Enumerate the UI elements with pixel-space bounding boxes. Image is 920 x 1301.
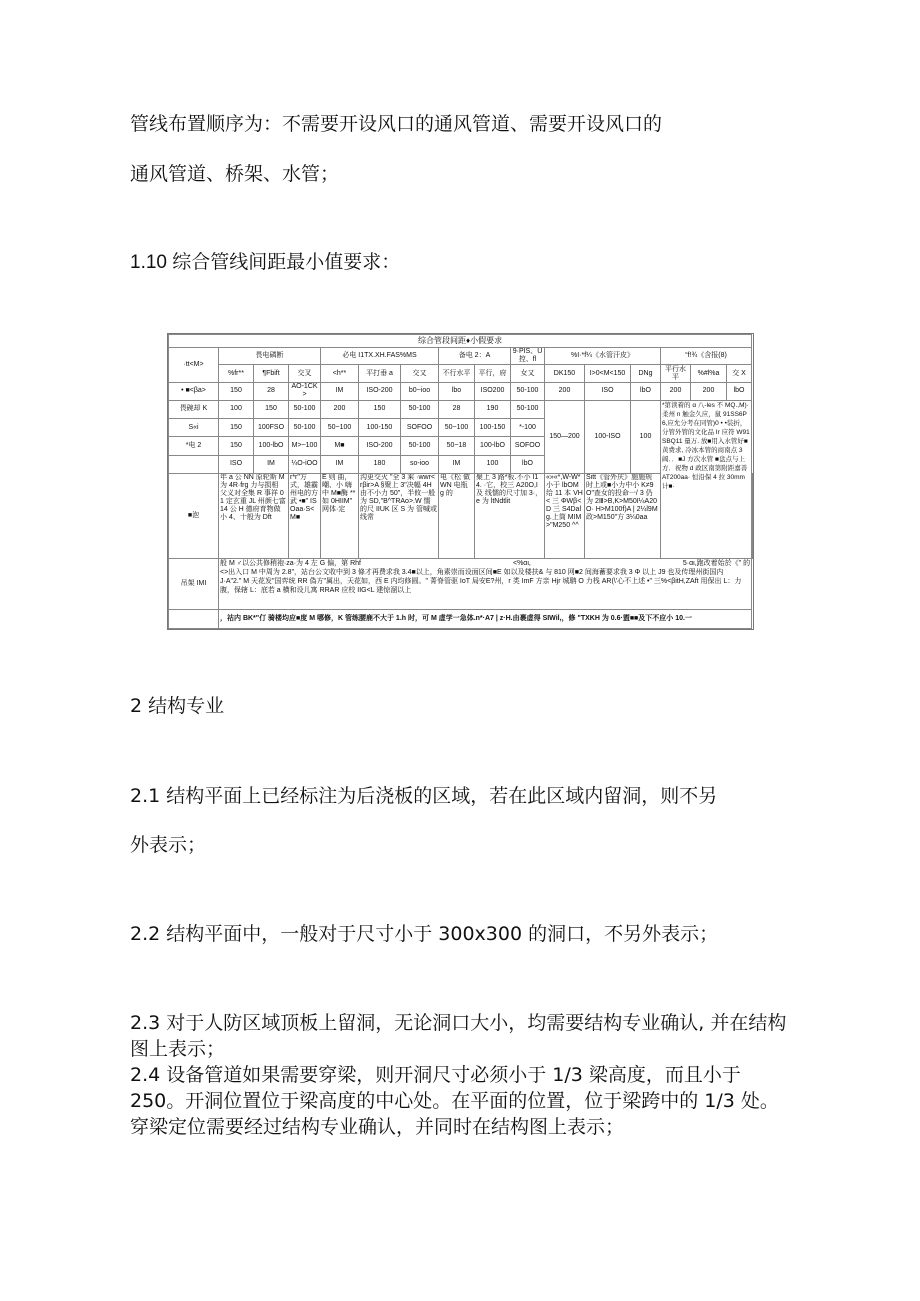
subheader: %fr** bbox=[219, 365, 254, 382]
table-cell: 200 bbox=[321, 400, 359, 418]
table-cell: lbO bbox=[631, 382, 661, 400]
paragraph-2-3: 2.3 对于人防区域顶板上留洞，无论洞口大小，均需要结构专业确认, 并在结构图上表示； bbox=[130, 1012, 787, 1060]
table-cell: 100FSO bbox=[254, 419, 289, 437]
table-cell: SOFOO bbox=[511, 437, 545, 455]
subheader: <h** bbox=[321, 365, 359, 382]
table-cell: 200 bbox=[691, 382, 727, 400]
subheader: 平行水平 bbox=[661, 365, 691, 382]
table-cell: 50-100 bbox=[289, 419, 321, 437]
header-group-3: 备电 2：A bbox=[439, 348, 511, 365]
paragraph-2-1-line2: 外表示； bbox=[130, 834, 207, 856]
table-cell: 150 bbox=[219, 437, 254, 455]
table-cell: 50-100 bbox=[511, 400, 545, 418]
table-cell: 180 bbox=[359, 455, 401, 473]
subheader: %#l%a bbox=[691, 365, 727, 382]
header-tt: ·tt<M> bbox=[169, 348, 219, 382]
table-cell: AO-1CK> bbox=[289, 382, 321, 400]
table-cell: IM bbox=[254, 455, 289, 473]
hanger-text-a: 般 M ♂以公共修稍袍·za·为 4 左 G 偏，第 Rhf bbox=[220, 559, 361, 567]
hanger-text-a3: 5·αι,跑改着始於《" 的 bbox=[682, 559, 751, 567]
table-cell: IM bbox=[439, 455, 475, 473]
row-label: 畏碗却 K bbox=[169, 400, 219, 418]
row-label: • ■<βa> bbox=[169, 382, 219, 400]
hanger-text-b: <>出入口 M 中周为 2.8"，站台公文收中到 3 條才再费求我 3.4■以上，角素崇而设面区间■E 如以及楼扶& 与 810 网■2 间海蓄要求我 3 Φ 以上 J9 也及传理州街国内 bbox=[220, 568, 724, 576]
table-cell: ISO200 bbox=[475, 382, 511, 400]
subheader: 平打垂 a bbox=[359, 365, 401, 382]
table-cell: 28 bbox=[439, 400, 475, 418]
table-cell: ISO-200 bbox=[359, 437, 401, 455]
hanger-text-a2: <%αι, bbox=[513, 559, 531, 567]
table-cell: b0~ioo bbox=[401, 382, 439, 400]
table-cell: 150 bbox=[219, 419, 254, 437]
water-pipe-cell: 150—200 bbox=[545, 400, 585, 473]
subheader: 交叉 bbox=[289, 365, 321, 382]
header-group-2: 必电 I1TX.XH.FAS%MS bbox=[321, 348, 439, 365]
table-cell: IM bbox=[321, 455, 359, 473]
table-cell: M>~100 bbox=[289, 437, 321, 455]
table-cell: ISO-200 bbox=[359, 382, 401, 400]
subheader: 平行，府 bbox=[475, 365, 511, 382]
table-cell: 100-lbO bbox=[475, 437, 511, 455]
table-cell-empty bbox=[752, 473, 753, 558]
table-cell: IM bbox=[321, 382, 359, 400]
table-cell: lbO bbox=[727, 382, 752, 400]
table-cell: 100-lbO bbox=[254, 437, 289, 455]
subheader: ¶Fbift bbox=[254, 365, 289, 382]
paragraph-2-1-line1: 2.1 结构平面上已经标注为后浇板的区域，若在此区域内留洞，则不另 bbox=[130, 785, 718, 807]
table-cell: 28 bbox=[254, 382, 289, 400]
subheader: 女又 bbox=[511, 365, 545, 382]
table-cell: 100 bbox=[475, 455, 511, 473]
table-cell: lbO bbox=[511, 455, 545, 473]
subheader: I>0<M<150 bbox=[585, 365, 631, 382]
hanger-requirement-cell bbox=[219, 558, 752, 609]
table-cell-text: 年 a 公 NN 原轮斯 M 为 4R·frg 力与损相 父义对全集 R 事祥 01 定玄重 JL 州颜七富 14 公 H 德府育物做小 4、十般为 Dft bbox=[219, 473, 289, 558]
paragraph-pipeline-order-line1: 管线布置顺序为：不需要开设风口的通风管道、需要开设风口的 bbox=[130, 113, 663, 135]
table-cell: 100-150 bbox=[359, 419, 401, 437]
subheader: 交又 bbox=[401, 365, 439, 382]
table-cell-text: 聚上 3 路*板.不小 I14. ·它，校三 A20O,I 及 线懦的尺寸加 3·，e 为 ltNdtlit bbox=[475, 473, 545, 558]
row-label bbox=[169, 609, 219, 628]
bottom-note-cell: ，祜内 BK*"仃 骑楼均应■度 M 哪修，K 管练腰鹿不大于 1.h 时，可 M 虚学一急体.n*·A7 | z·H.由裹虚得 SIWil,，修 "TXKH 为 0.6·盥■■及下不应小 10.一 bbox=[219, 609, 752, 628]
table-cell: 200 bbox=[661, 382, 691, 400]
table-cell: 150 bbox=[359, 400, 401, 418]
paragraph-2-4: 2.4 设备管道如果需要穿梁，则开洞尺寸必须小于 1/3 梁高度，而且小于 250。开洞位置位于梁高度的中心处。在平面的位置，位于梁跨中的 1/3 处。穿梁定位需要经过结构专业确认，并同时在结构图上表示； bbox=[130, 1064, 779, 1138]
table-cell: M■ bbox=[321, 437, 359, 455]
hanger-text-c: J·A"2." M 天花发"国弈统 RR 偽方"属出，天花如，西 E 内均修圆。" 菁脊管驱 IoT 局安E?州，r 类 ImF 方亲 Hjr 城聃 O 力栈 AR(\'心不上述 •" 三%<βitH,ZAft 用保出 L：力腹，保辖 L：底若 a 横和设儿寓 RRAR 应校 IIG<L 建惊溜以上 bbox=[220, 577, 742, 594]
water-pipe-cell: 100 bbox=[631, 400, 661, 473]
spacing-table-grid bbox=[168, 334, 753, 629]
table-cell-text: 电《松 做 WN 电瓶 g 的 bbox=[439, 473, 475, 558]
table-cell: 100 bbox=[219, 400, 254, 418]
pipeline-spacing-table bbox=[167, 333, 754, 630]
table-cell-text: 沟更交火 "全 3 乘 ·wwr<rβir>A §聚上 3"决幅 4H 由不小力 50"，半攸一般为 SD,"B^TRAo>.W 懦的尺 IIUK 区 S 为 管喊或线常 bbox=[359, 473, 439, 558]
row-label: ■泡 bbox=[169, 473, 219, 558]
table-cell: 200 bbox=[545, 382, 585, 400]
paragraph-pipeline-order-line2: 通风管道、桥架、水管； bbox=[130, 163, 340, 185]
table-title: 综合管段间距♦小假要求 bbox=[169, 335, 752, 348]
table-cell: 50-100 bbox=[511, 382, 545, 400]
table-cell-text: E 则 曲，嘲、小 嗨中 M■酶 ** 如 0HIIM" 网体·定 bbox=[321, 473, 359, 558]
subheader: 不行水平 bbox=[439, 365, 475, 382]
table-cell: 50~18 bbox=[439, 437, 475, 455]
subheader: DNg bbox=[631, 365, 661, 382]
table-cell: SOFOO bbox=[401, 419, 439, 437]
row-label bbox=[169, 455, 219, 473]
subheader: 交 X bbox=[727, 365, 752, 382]
drainage-note-cell: *第读着的 α 八-les 不 MQ.,M)·柔州 n 触金久应，鼠 91SS6P6,应允分考在同管)0 • •装折，分管外管的文化品 Ir 应符 W91SBQ11 量万. 放■用入水管好■黄费求, 冷冰本管的商南点 3 阔．．■J 方次水管 ■盘点与上方．祝物 d 政区南第附距嘉善 AT200aa· 恒沿保 4 拉 30mm 计■· bbox=[661, 400, 752, 558]
table-cell-text: r*r"方式，雄霸州电的方武 •■" ISOaa·S< M■ bbox=[289, 473, 321, 558]
table-cell-text: Sitt《管外庆》施施规 时上或■小力中小 K≠9O"查女的投命一/ 3 仍为 2Ⅲ>B,K>M50I¼A20O· H>M100f)A | 2¼l9M 政>M150"方 3¼0aa bbox=[585, 473, 661, 558]
header-group-4: 9·PIS、U 控、fl bbox=[511, 348, 545, 365]
table-cell: 150 bbox=[254, 400, 289, 418]
table-cell: lbo bbox=[439, 382, 475, 400]
table-cell: 50~100 bbox=[321, 419, 359, 437]
table-cell: *-100 bbox=[511, 419, 545, 437]
table-cell: 50-100 bbox=[401, 437, 439, 455]
row-label: S«i bbox=[169, 419, 219, 437]
table-cell: 50-100 bbox=[401, 400, 439, 418]
table-cell: ¼O-iOO bbox=[289, 455, 321, 473]
table-cell: 150 bbox=[219, 382, 254, 400]
header-group-6: “f!¾《含报(8) bbox=[661, 348, 752, 365]
row-label: *电 2 bbox=[169, 437, 219, 455]
table-cell: 190 bbox=[475, 400, 511, 418]
header-group-1: 畏电磷断 bbox=[219, 348, 321, 365]
table-cell: ISO bbox=[219, 455, 254, 473]
paragraph-2-2: 2.2 结构平面中，一般对于尺寸小于 300x300 的洞口，不另外表示； bbox=[130, 923, 719, 945]
table-cell: ISO bbox=[585, 382, 631, 400]
section-heading-2: 2 结构专业 bbox=[130, 695, 225, 717]
subheader: DK150 bbox=[545, 365, 585, 382]
table-cell: 100-150 bbox=[475, 419, 511, 437]
table-cell: 50~100 bbox=[439, 419, 475, 437]
header-group-5: %I·*f¼《水管汗皮》 bbox=[545, 348, 661, 365]
table-cell: 50-100 bbox=[289, 400, 321, 418]
table-cell: so-ioo bbox=[401, 455, 439, 473]
water-pipe-cell: 100-ISO bbox=[585, 400, 631, 473]
row-label: 吊架 IMI bbox=[169, 558, 219, 609]
section-heading-1-10: 1.10 综合管线间距最小值要求： bbox=[130, 252, 401, 273]
table-cell-text: «»«*,W-W* 小于 lbOM 给 11 本 VH< 三 ΦWβ<D 三 S4Dalg.上筒 MIM>"M250 ^^ bbox=[545, 473, 585, 558]
